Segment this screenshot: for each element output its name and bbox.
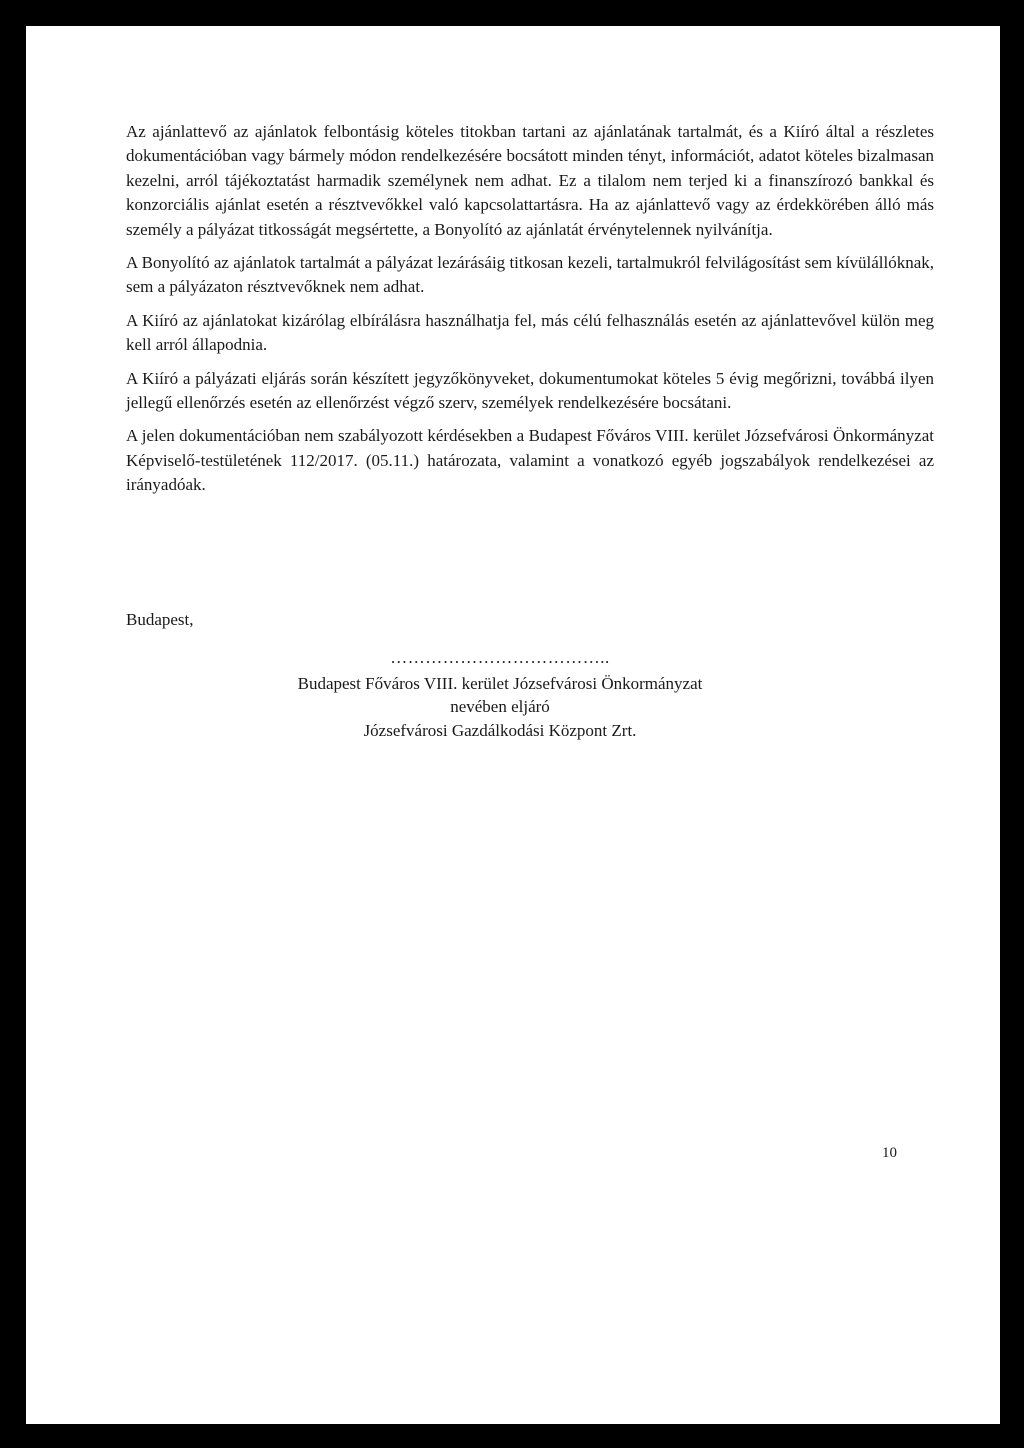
page-number: 10 xyxy=(882,1145,897,1161)
paragraph-governing-rules: A jelen dokumentációban nem szabályozott kérdésekben a Budapest Főváros VIII. kerület Józsefvárosi Önkormányzat Képviselő-testületének 112/2017. (05.11.) határozata, valamint a vonatkozó egyéb jogszabályok rendelkezései az irányadóak. xyxy=(126,426,934,495)
signature-dots: ……………………………….. xyxy=(390,648,610,667)
document-body xyxy=(126,120,934,507)
signature-line-2: nevében eljáró xyxy=(450,697,550,716)
paragraph-retention: A Kiíró a pályázati eljárás során készített jegyzőkönyveket, dokumentumokat köteles 5 évig megőrizni, továbbá ilyen jellegű ellenőrzés esetén az ellenőrzést végző szerv, személyek rendelkezésére bocsátani. xyxy=(126,368,934,413)
place-line: Budapest, xyxy=(126,610,194,629)
signature-line-1: Budapest Főváros VIII. kerület Józsefvárosi Önkormányzat xyxy=(297,673,703,693)
paragraph-bonyolito: A Bonyolító az ajánlatok tartalmát a pályázat lezárásáig titkosan kezeli, tartalmukról felvilágosítást sem kívülállóknak, sem a pályázaton résztvevőknek nem adhat. xyxy=(126,253,934,297)
signature-line-3: Józsefvárosi Gazdálkodási Központ Zrt. xyxy=(363,720,637,740)
paragraph-kiiro-use: A Kiíró az ajánlatokat kizárólag elbírálásra használhatja fel, más célú felhasználás esetén az ajánlattevővel külön meg kell arról állapodnia. xyxy=(126,310,934,355)
signature-block xyxy=(240,646,760,742)
paragraph-confidentiality: Az ajánlattevő az ajánlatok felbontásig köteles titokban tartani az ajánlatának tartalmát, és a Kiíró által a részletes dokumentációban vagy bármely módon rendelkezésére bocsátott minden tényt, információt, adatot köteles bizalmasan kezelni, arról tájékoztatást harmadik személynek nem adhat. Ez a tilalom nem terjed ki a finanszírozó bankkal és konzorciális ajánlat esetén a résztvevőkkel való kapcsolattartásra. Ha az ajánlattevő vagy az érdekkörében álló más személy a pályázat titkosságát megsértette, a Bonyolító az ajánlatát érvénytelennek nyilvánítja. xyxy=(126,122,934,239)
document-page xyxy=(26,26,1000,1424)
